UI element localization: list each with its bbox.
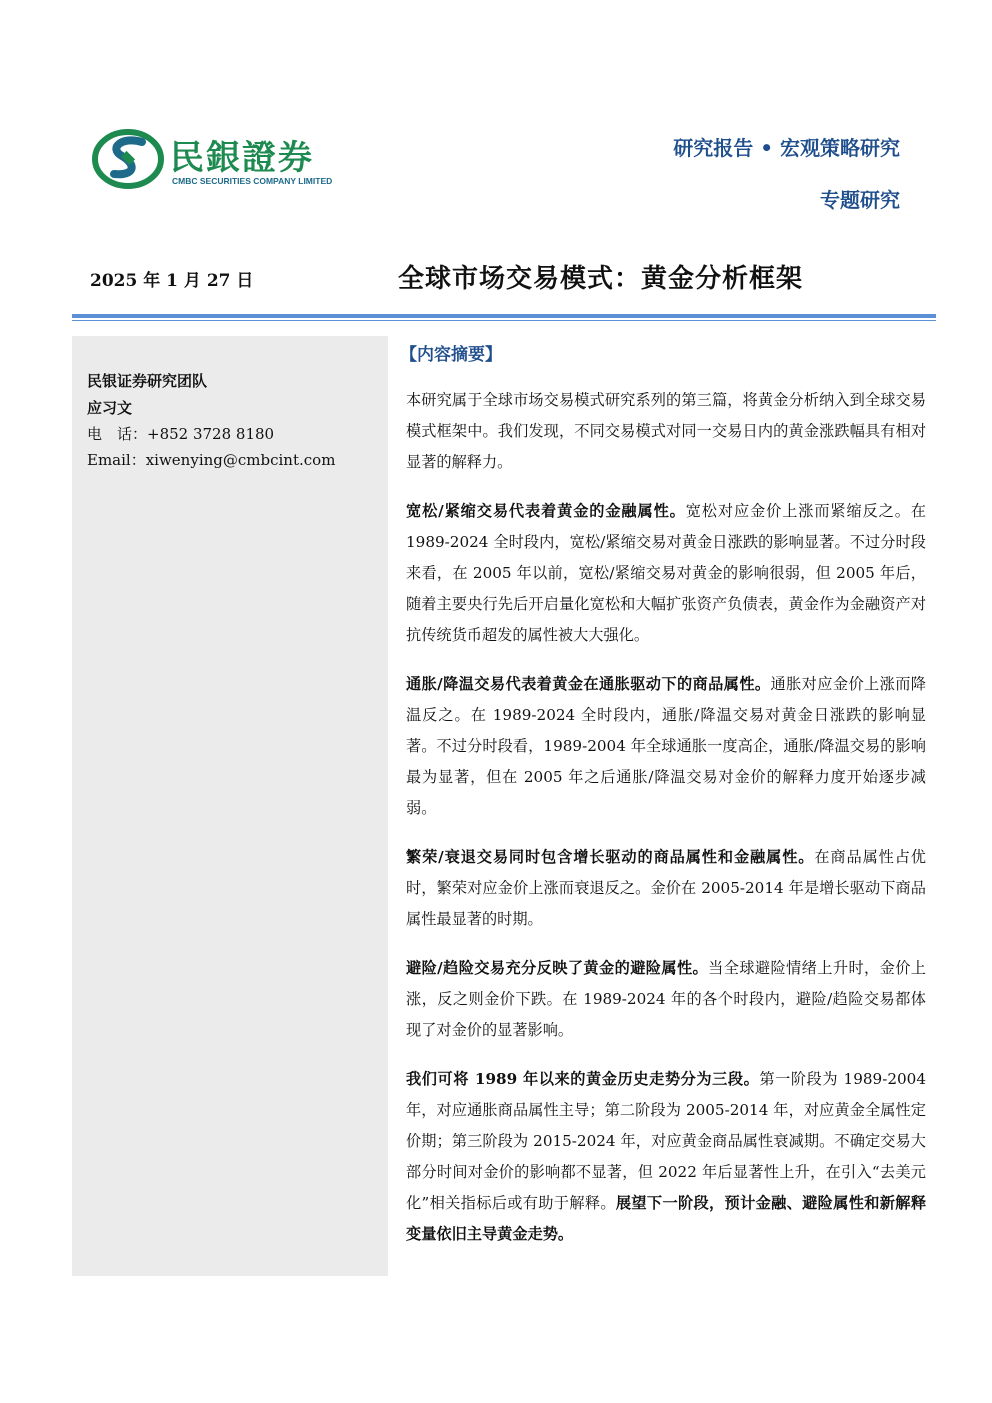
logo-chinese-text: 民銀證券 [170, 138, 314, 178]
company-logo [92, 128, 352, 190]
header-divider-thin [72, 320, 936, 321]
paragraph-lead: 通胀/降温交易代表着黄金在通胀驱动下的商品属性。 [406, 675, 771, 693]
abstract-section [400, 340, 927, 1268]
abstract-paragraph [406, 1064, 926, 1250]
report-subtype: 专题研究 [820, 188, 900, 212]
abstract-heading: 【内容摘要】 [400, 345, 502, 365]
analyst-sidebar [72, 336, 388, 1276]
logo-english-text: CMBC SECURITIES COMPANY LIMITED [172, 176, 333, 186]
header-divider [72, 314, 936, 318]
paragraph-body: 在商品属性占优时，繁荣对应金价上涨而衰退反之。金价在 2005-2014 年是增长驱动下商品属性最显著的时期。 [406, 848, 926, 928]
analyst-email[interactable]: Email：xiwenying@cmbcint.com [87, 451, 336, 469]
abstract-intro: 本研究属于全球市场交易模式研究系列的第三篇，将黄金分析纳入到全球交易模式框架中。我们发现，不同交易模式对同一交易日内的黄金涨跌幅具有相对显著的解释力。 [406, 391, 926, 471]
analyst-phone: 电 话：+852 3728 8180 [87, 425, 275, 443]
paragraph-body: 当全球避险情绪上升时，金价上涨，反之则金价下跌。在 1989-2024 年的各个时段内，避险/趋险交易都体现了对金价的显著影响。 [406, 959, 926, 1039]
report-type: 研究报告 • 宏观策略研究 [673, 136, 900, 160]
paragraph-lead: 宽松/紧缩交易代表着黄金的金融属性。 [406, 502, 686, 520]
abstract-paragraph [406, 669, 926, 824]
abstract-paragraph [406, 496, 926, 651]
paragraph-lead: 避险/趋险交易充分反映了黄金的避险属性。 [406, 959, 709, 977]
paragraph-body: 第一阶段为 1989-2004 年，对应通胀商品属性主导；第二阶段为 2005-2014 年，对应黄金全属性定价期；第三阶段为 2015-2024 年，对应黄金商品属性衰减期。不确定交易大部分时间对金价的影响都不显著，但 2022 年后显著性上升，在引入“去美元化”相关指标后或有助于解释。 [406, 1070, 926, 1212]
paragraph-lead: 我们可将 1989 年以来的黄金历史走势分为三段。 [406, 1070, 760, 1088]
abstract-paragraph [406, 953, 926, 1046]
cmbc-logo-icon [92, 128, 164, 190]
paragraph-lead: 繁荣/衰退交易同时包含增长驱动的商品属性和金融属性。 [406, 848, 815, 866]
analyst-name: 应习文 [87, 399, 133, 417]
abstract-paragraph [406, 842, 926, 935]
paragraph-body: 通胀对应金价上涨而降温反之。在 1989-2024 全时段内，通胀/降温交易对黄金日涨跌的影响显著。不过分时段看，1989-2004 年全球通胀一度高企，通胀/降温交易的影响最为显著，但在 2005 年之后通胀/降温交易对金价的解释力度开始逐步减弱。 [406, 675, 926, 817]
paragraph-outlook: 展望下一阶段，预计金融、避险属性和新解释变量依旧主导黄金走势。 [406, 1194, 927, 1243]
paragraph-body: 宽松对应金价上涨而紧缩反之。在 1989-2024 全时段内，宽松/紧缩交易对黄金日涨跌的影响显著。不过分时段来看，在 2005 年以前，宽松/紧缩交易对黄金的影响很弱，但 2005 年后，随着主要央行先后开启量化宽松和大幅扩张资产负债表，黄金作为金融资产对抗传统货币超发的属性被大大强化。 [406, 502, 926, 644]
report-date: 2025 年 1 月 27 日 [90, 271, 254, 291]
page-title: 全球市场交易模式：黄金分析框架 [398, 264, 804, 294]
research-team: 民银证券研究团队 [87, 372, 208, 390]
